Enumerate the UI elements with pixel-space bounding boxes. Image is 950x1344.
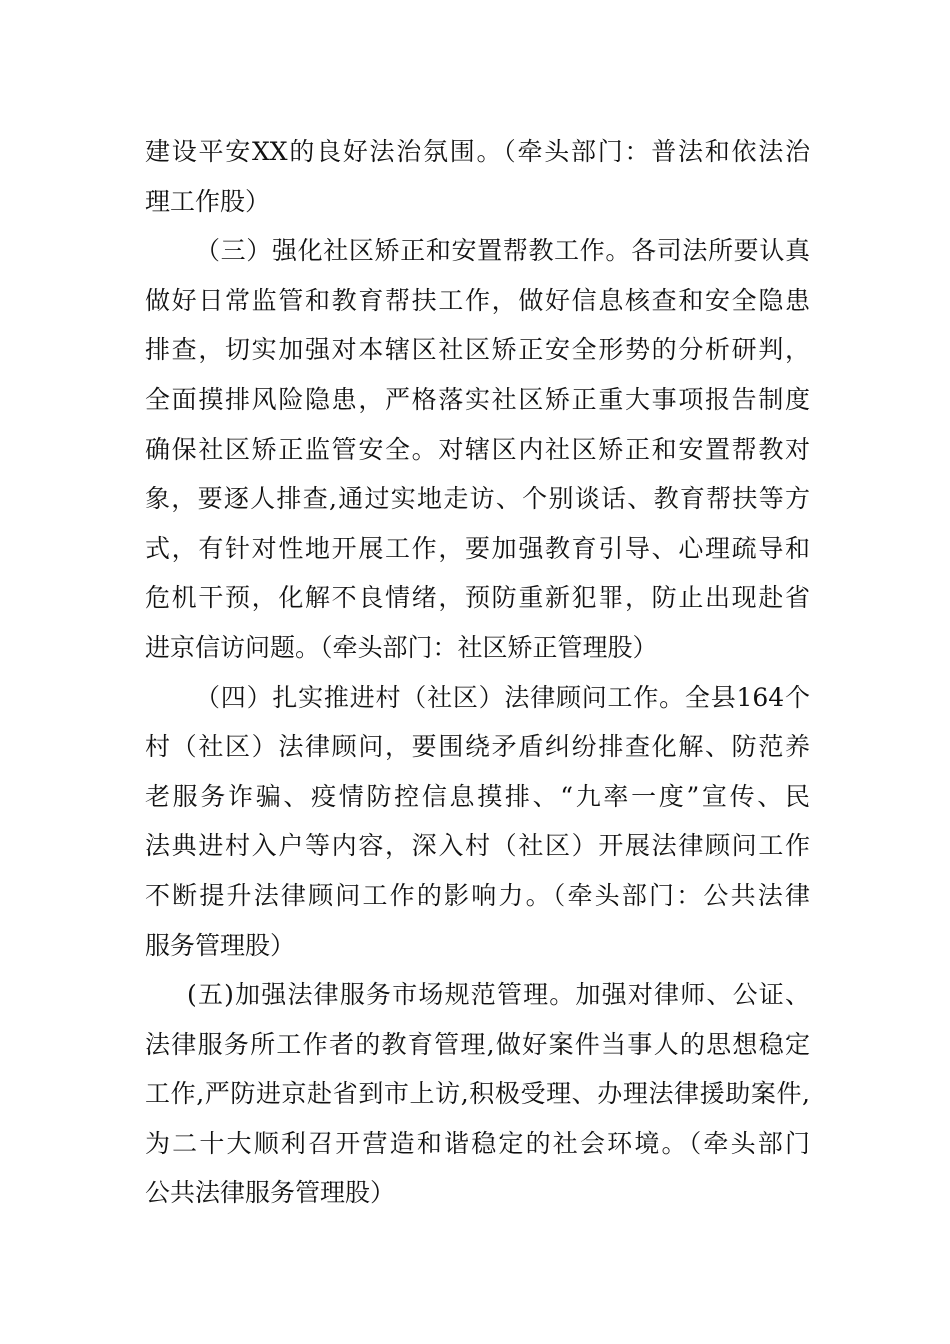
paragraph-line: （四）扎实推进村（社区）法律顾问工作。全县164个: [195, 682, 810, 712]
paragraph-line: 全面摸排风险隐患，严格落实社区矫正重大事项报告制度: [145, 384, 810, 414]
paragraph-line: 法律服务所工作者的教育管理,做好案件当事人的思想稳定: [145, 1029, 810, 1059]
paragraph-line: 式，有针对性地开展工作，要加强教育引导、心理疏导和: [145, 533, 810, 563]
paragraph-line: 理工作股）: [145, 186, 271, 216]
paragraph-line: 为二十大顺利召开营造和谐稳定的社会环境。（牵头部门: [145, 1128, 810, 1158]
paragraph-line: 确保社区矫正监管安全。对辖区内社区矫正和安置帮教对: [145, 434, 810, 464]
paragraph-line: （三）强化社区矫正和安置帮教工作。各司法所要认真: [195, 236, 810, 266]
paragraph-line: 危机干预，化解不良情绪，预防重新犯罪，防止出现赴省: [145, 583, 810, 613]
paragraph-line: 法典进村入户等内容，深入村（社区）开展法律顾问工作: [145, 831, 810, 861]
paragraph-line: 进京信访问题。（牵头部门：社区矫正管理股）: [145, 632, 658, 662]
paragraph-line: 公共法律服务管理股）: [145, 1178, 396, 1208]
paragraph-line: 不断提升法律顾问工作的影响力。（牵头部门：公共法律: [145, 880, 810, 910]
paragraph-line: 做好日常监管和教育帮扶工作，做好信息核查和安全隐患: [145, 285, 810, 315]
paragraph-line: 排查，切实加强对本辖区社区矫正安全形势的分析研判，: [145, 335, 810, 365]
paragraph-line: 象，要逐人排查,通过实地走访、个别谈话、教育帮扶等方: [145, 484, 810, 514]
paragraph-line: 工作,严防进京赴省到市上访,积极受理、办理法律援助案件,: [145, 1079, 810, 1109]
paragraph-line: (五)加强法律服务市场规范管理。加强对律师、公证、: [187, 980, 810, 1010]
document-body: [145, 127, 810, 1218]
paragraph-line: 村（社区）法律顾问，要围绕矛盾纠纷排查化解、防范养: [145, 732, 810, 762]
paragraph-line: 老服务诈骗、疫情防控信息摸排、“九率一度”宣传、民: [145, 781, 810, 811]
paragraph-line: 建设平安XX的良好法治氛围。（牵头部门：普法和依法治: [145, 137, 810, 166]
paragraph-line: 服务管理股）: [145, 930, 296, 960]
